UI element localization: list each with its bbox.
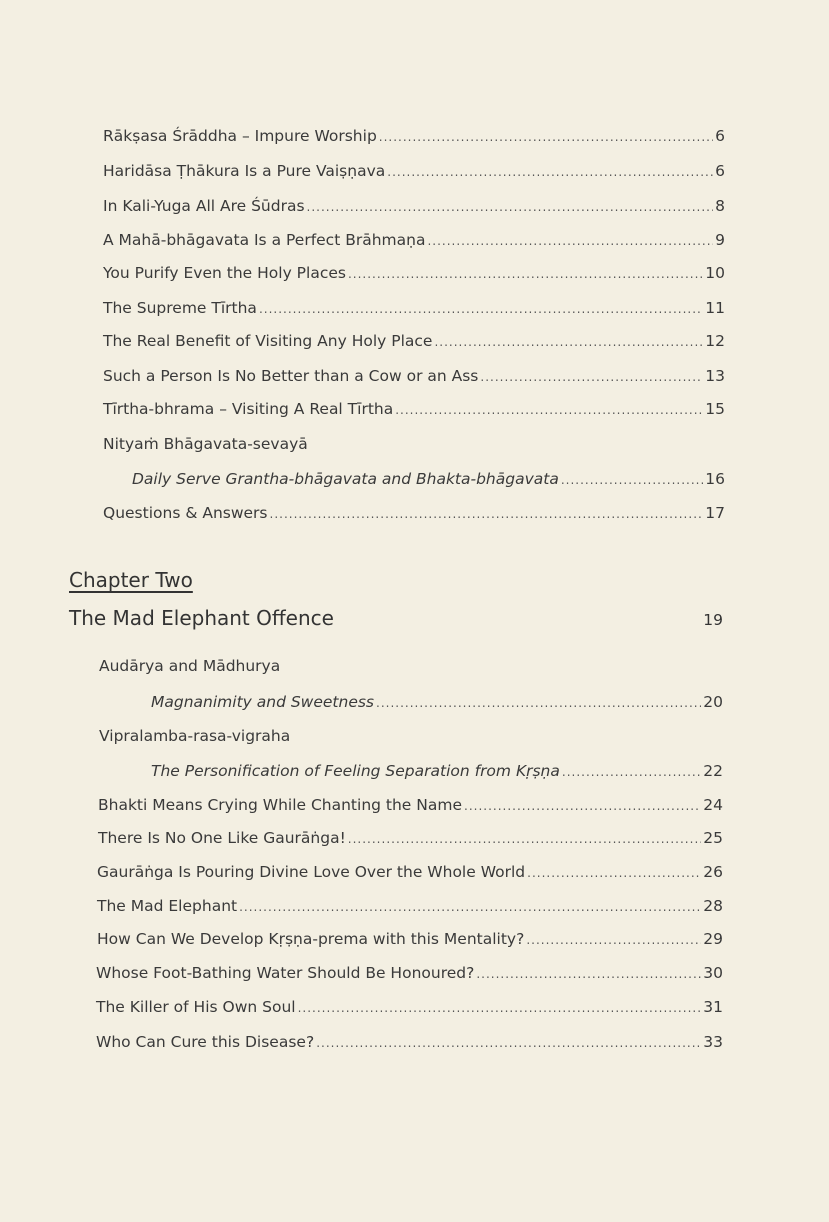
chapter-label[interactable]: Chapter Two <box>69 568 193 592</box>
toc-entry-page: 11 <box>705 299 725 317</box>
toc-entry-title: Bhakti Means Crying While Chanting the Name <box>98 796 463 814</box>
leader-dots <box>562 765 701 779</box>
toc-entry-page: 33 <box>703 1033 723 1051</box>
toc-entry[interactable] <box>96 998 723 1016</box>
toc-entry[interactable] <box>103 264 725 282</box>
toc-entry-page: 22 <box>703 762 723 780</box>
toc-entry-subtitle-text: Magnanimity and Sweetness <box>151 693 375 711</box>
toc-entry-title: Nityaṁ Bhāgavata-sevayā <box>103 435 308 453</box>
toc-entry[interactable] <box>96 1033 723 1051</box>
toc-entry[interactable] <box>103 504 725 522</box>
toc-entry[interactable] <box>103 162 725 180</box>
leader-dots <box>348 832 701 846</box>
toc-entry-title: How Can We Develop Kṛṣṇa-prema with this Mentality? <box>97 930 525 948</box>
toc-entry-title: The Real Benefit of Visiting Any Holy Place <box>103 332 433 350</box>
leader-dots <box>348 267 703 281</box>
toc-entry-title: The Killer of His Own Soul <box>96 998 296 1016</box>
leader-dots <box>561 473 703 487</box>
toc-entry[interactable] <box>103 127 725 145</box>
toc-entry-page: 24 <box>703 796 723 814</box>
leader-dots <box>259 302 703 316</box>
leader-dots <box>427 234 713 248</box>
toc-entry-page: 31 <box>703 998 723 1016</box>
toc-entry[interactable] <box>103 332 725 350</box>
leader-dots <box>379 130 713 144</box>
toc-entry-title: The Mad Elephant <box>97 897 238 915</box>
toc-entry-page: 13 <box>705 367 725 385</box>
toc-entry-page: 15 <box>705 400 725 418</box>
toc-entry-heading[interactable] <box>99 657 280 675</box>
toc-entry[interactable] <box>98 796 723 814</box>
toc-entry-page: 6 <box>715 127 725 145</box>
toc-entry-page: 25 <box>703 829 723 847</box>
toc-entry-page: 12 <box>705 332 725 350</box>
chapter-page: 19 <box>703 611 723 629</box>
toc-entry-page: 28 <box>703 897 723 915</box>
leader-dots <box>526 933 701 947</box>
toc-entry[interactable] <box>97 930 723 948</box>
leader-dots <box>480 370 703 384</box>
toc-entry-page: 20 <box>703 693 723 711</box>
toc-entry-page: 8 <box>715 197 725 215</box>
leader-dots <box>464 799 701 813</box>
toc-entry-title: The Supreme Tīrtha <box>103 299 257 317</box>
leader-dots <box>434 335 703 349</box>
toc-entry-subtitle[interactable] <box>151 693 723 711</box>
toc-entry-title: Such a Person Is No Better than a Cow or an Ass <box>103 367 479 385</box>
toc-entry-subtitle-text: Daily Serve Grantha-bhāgavata and Bhakta-bhāgavata <box>132 470 559 488</box>
toc-entry-title: You Purify Even the Holy Places <box>103 264 346 282</box>
toc-entry-title: In Kali-Yuga All Are Śūdras <box>103 197 305 215</box>
toc-entry-heading[interactable] <box>103 435 308 453</box>
chapter-title-entry[interactable] <box>69 606 723 630</box>
toc-entry[interactable] <box>103 231 725 249</box>
toc-entry-page: 26 <box>703 863 723 881</box>
toc-entry-page: 16 <box>705 470 725 488</box>
leader-dots <box>316 1036 701 1050</box>
toc-entry-title: Audārya and Mādhurya <box>99 657 281 675</box>
chapter-title: The Mad Elephant Offence <box>69 606 334 630</box>
leader-dots <box>239 900 701 914</box>
toc-entry-heading[interactable] <box>99 727 290 745</box>
toc-entry-title: Haridāsa Ṭhākura Is a Pure Vaiṣṇava <box>103 162 386 180</box>
toc-entry-title: Rākṣasa Śrāddha – Impure Worship <box>103 127 377 145</box>
leader-dots <box>387 165 713 179</box>
toc-entry-title: Vipralamba-rasa-vigraha <box>99 727 291 745</box>
leader-dots <box>395 403 703 417</box>
toc-entry-page: 6 <box>715 162 725 180</box>
toc-entry-title: Who Can Cure this Disease? <box>96 1033 315 1051</box>
toc-entry[interactable] <box>97 897 723 915</box>
toc-entry[interactable] <box>103 197 725 215</box>
toc-entry-title: A Mahā-bhāgavata Is a Perfect Brāhmaṇa <box>103 231 426 249</box>
leader-dots <box>298 1001 702 1015</box>
toc-entry-page: 10 <box>705 264 725 282</box>
toc-entry-title: Gaurāṅga Is Pouring Divine Love Over the Whole World <box>97 863 526 881</box>
toc-entry-title: Whose Foot-Bathing Water Should Be Honoured? <box>96 964 475 982</box>
toc-entry-subtitle[interactable] <box>151 762 723 780</box>
toc-entry-title: Questions & Answers <box>103 504 268 522</box>
toc-entry[interactable] <box>96 964 723 982</box>
toc-entry-subtitle[interactable] <box>132 470 725 488</box>
toc-entry-page: 29 <box>703 930 723 948</box>
toc-entry-page: 9 <box>715 231 725 249</box>
toc-entry-title: There Is No One Like Gaurāṅga! <box>98 829 346 847</box>
toc-entry[interactable] <box>103 400 725 418</box>
toc-entry[interactable] <box>103 299 725 317</box>
toc-entry-title: Tīrtha-bhrama – Visiting A Real Tīrtha <box>103 400 394 418</box>
leader-dots <box>476 967 701 981</box>
toc-entry-subtitle-text: The Personification of Feeling Separation from Kṛṣṇa <box>151 762 560 780</box>
toc-entry-page: 17 <box>705 504 725 522</box>
toc-entry[interactable] <box>103 367 725 385</box>
leader-dots <box>270 507 704 521</box>
leader-dots <box>527 866 701 880</box>
toc-entry[interactable] <box>97 863 723 881</box>
toc-entry-page: 30 <box>703 964 723 982</box>
leader-dots <box>307 200 714 214</box>
leader-dots <box>376 696 701 710</box>
toc-entry[interactable] <box>98 829 723 847</box>
